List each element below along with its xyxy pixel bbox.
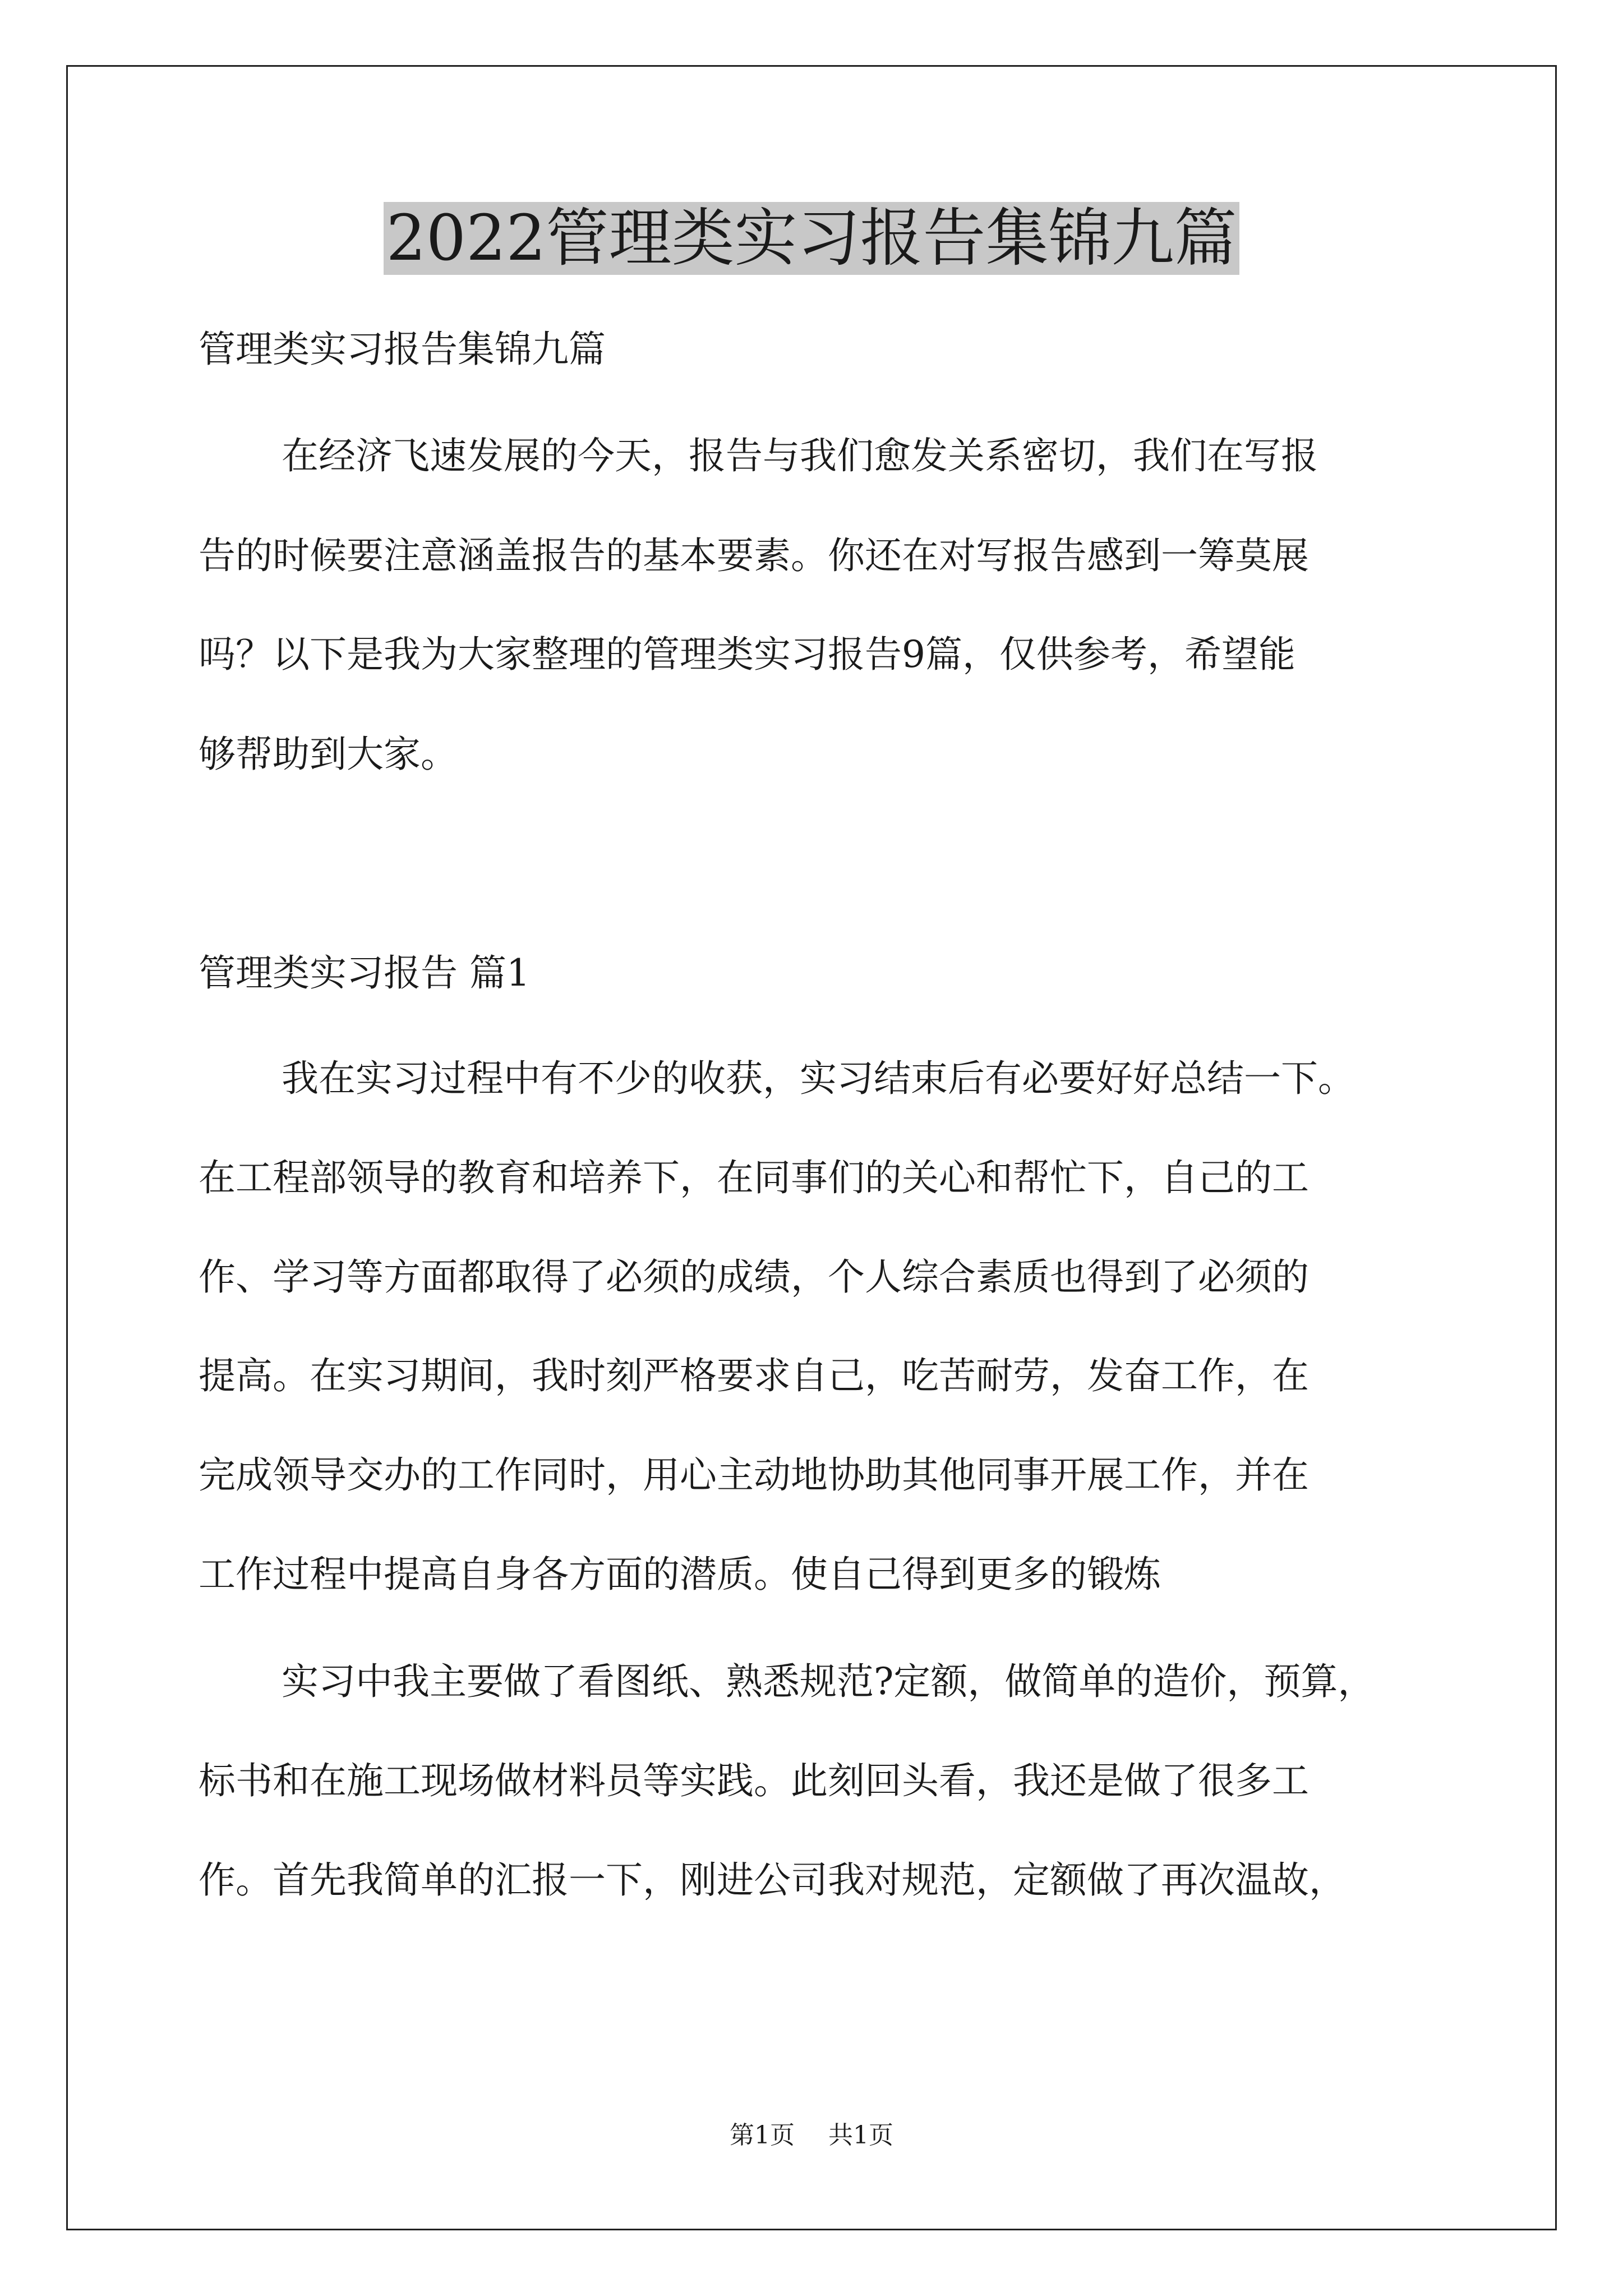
para2-line-3: 作。首先我简单的汇报一下，刚进公司我对规范，定额做了再次温故， xyxy=(199,1858,1346,1902)
section-heading: 管理类实习报告 篇1 xyxy=(199,951,530,995)
para1-line-2: 在工程部领导的教育和培养下，在同事们的关心和帮忙下，自己的工 xyxy=(199,1156,1309,1199)
intro-line-4: 够帮助到大家。 xyxy=(199,733,458,776)
intro-line-2: 告的时候要注意涵盖报告的基本要素。你还在对写报告感到一筹莫展 xyxy=(199,534,1309,577)
intro-line-3: 吗？以下是我为大家整理的管理类实习报告9篇，仅供参考，希望能 xyxy=(199,633,1295,676)
para1-line-3: 作、学习等方面都取得了必须的成绩，个人综合素质也得到了必须的 xyxy=(199,1255,1309,1299)
document-subtitle: 管理类实习报告集锦九篇 xyxy=(199,328,606,371)
para1-line-1: 我在实习过程中有不少的收获，实习结束后有必要好好总结一下。 xyxy=(282,1057,1355,1100)
para1-line-5: 完成领导交办的工作同时，用心主动地协助其他同事开展工作，并在 xyxy=(199,1453,1309,1497)
intro-line-1: 在经济飞速发展的今天，报告与我们愈发关系密切，我们在写报 xyxy=(282,434,1318,477)
para2-line-1: 实习中我主要做了看图纸、熟悉规范?定额，做简单的造价，预算， xyxy=(282,1660,1375,1703)
page-number-total: 共1页 xyxy=(828,2121,893,2150)
page-footer xyxy=(0,2119,1623,2152)
para2-line-2: 标书和在施工现场做材料员等实践。此刻回头看，我还是做了很多工 xyxy=(199,1759,1309,1802)
page-number-current: 第1页 xyxy=(730,2121,795,2150)
document-title: 2022管理类实习报告集锦九篇 xyxy=(0,196,1623,280)
para1-line-4: 提高。在实习期间，我时刻严格要求自己，吃苦耐劳，发奋工作，在 xyxy=(199,1354,1309,1397)
para1-line-6: 工作过程中提高自身各方面的潜质。使自己得到更多的锻炼 xyxy=(199,1553,1161,1596)
